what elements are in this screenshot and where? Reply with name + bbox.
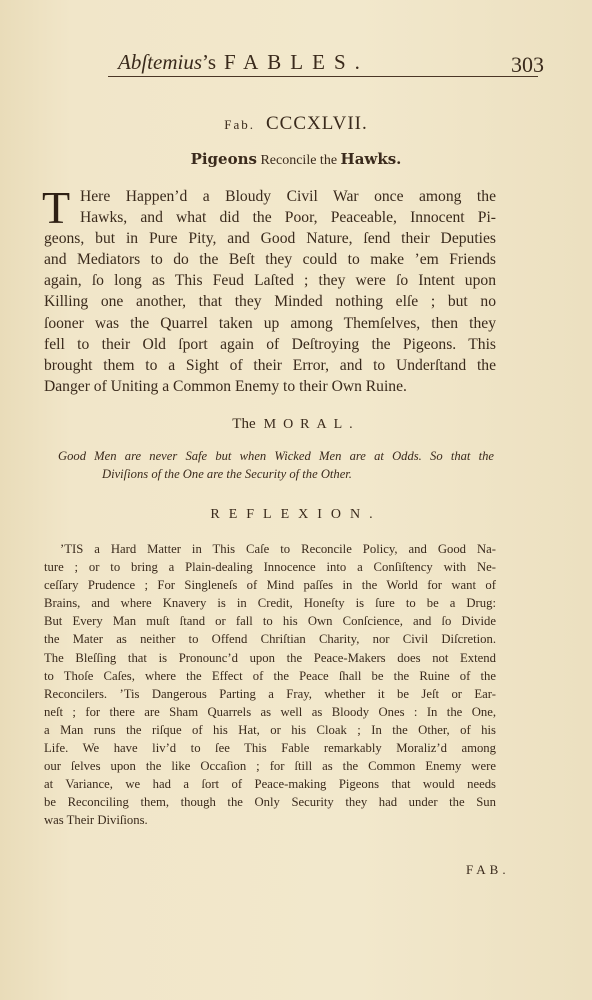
fable-title-pigeons: Pigeons	[190, 150, 257, 168]
moral-heading-word: MORAL.	[263, 417, 360, 432]
reflexion-line: to Thoſe Caſes, where the Effect of the Peace ſhall be the Ruine of the	[44, 668, 496, 683]
moral-heading-the: The	[232, 416, 256, 432]
fable-line: geons, but in Pure Pity, and Good Nature, ſend their Deputies	[44, 230, 496, 248]
reflexion-line: Life. We have liv’d to ſee This Fable remarkably Moraliz’d among	[44, 741, 496, 756]
running-title-fables: FABLES.	[224, 50, 369, 74]
fable-title-hawks: Hawks.	[340, 150, 402, 168]
reflexion-line: Reconcilers. ’Tis Dangerous Parting a Fray, whether it be Jeſt or Ear-	[44, 686, 496, 701]
reflexion-line: ture ; or to bring a Plain-dealing Innocence into a Conſiſtency with Ne-	[44, 560, 496, 575]
moral-line: Diviſions of the One are the Security of the Other.	[102, 466, 352, 481]
reflexion-line: ceſſary Prudence ; For Singleneſs of Mind paſſes in the World for want of	[44, 578, 496, 593]
reflexion-line: The Bleſſing that is Pronounc’d upon the Peace-Makers does not Extend	[44, 650, 496, 665]
running-title	[118, 50, 369, 75]
reflexion-line: our ſelves upon the like Occaſion ; for ſtill as the Common Enemy were	[44, 759, 496, 774]
reflexion-line: a Man runs the riſque of his Hat, or his Cloak ; In the Other, of his	[44, 722, 496, 737]
running-title-author: Abſtemius	[118, 50, 202, 74]
reflexion-line: was Their Diviſions.	[44, 813, 148, 828]
reflexion-line: ’TIS a Hard Matter in This Caſe to Reconcile Policy, and Good Na-	[60, 542, 496, 556]
moral-text	[58, 448, 494, 483]
catchword: FAB.	[466, 862, 510, 877]
fable-line: Here Happen’d a Bloudy Civil War once among the	[80, 188, 496, 205]
page-number: 303	[511, 52, 544, 77]
moral-heading	[0, 416, 592, 433]
drop-cap: T	[42, 182, 71, 233]
fable-line: brought them to a Sight of their Error, and to Underſtand the	[44, 356, 496, 374]
reflexion-line: But Every Man muſt ſtand or fall to his Own Conſcience, and ſo Divide	[44, 614, 496, 629]
fable-roman-number: CCCXLVII.	[266, 113, 368, 134]
fable-number	[0, 113, 592, 135]
running-head	[108, 50, 544, 77]
fable-body	[42, 182, 496, 397]
fable-line: ſooner was the Quarrel taken up among Themſelves, then they	[44, 314, 496, 332]
reflexion-line: neſt ; for there are Sham Quarrels as well as Bloody Ones : In the One,	[44, 704, 496, 719]
reflexion-line: be Reconciling them, though the Only Security they had under the Sun	[44, 795, 496, 810]
fable-line: Hawks, and what did the Poor, Peaceable, Innocent Pi-	[80, 209, 496, 227]
reflexion-line: the Mater as neither to Offend Chriſtian Charity, nor Civil Diſcretion.	[44, 632, 496, 647]
fable-line: fell to their Old ſport again of Deſtroying the Pigeons. This	[44, 335, 496, 353]
moral-line: Good Men are never Safe but when Wicked Men are at Odds. So that the	[58, 449, 494, 463]
reflexion-body	[44, 540, 496, 830]
running-title-suffix: ’s	[202, 50, 217, 74]
reflexion-heading: REFLEXION.	[210, 507, 382, 522]
fable-line: Killing one another, that they Minded nothing elſe ; but no	[44, 293, 496, 311]
fable-title-mid: Reconcile the	[260, 153, 338, 168]
reflexion-line: at Variance, we had a ſort of Peace-making Pigeons that would needs	[44, 777, 496, 792]
fable-title	[0, 150, 592, 169]
fable-line: Danger of Uniting a Common Enemy to their Own Ruine.	[44, 377, 407, 395]
reflexion-line: Brains, and where Knavery is in Credit, Honeſty is ſure to be a Drug:	[44, 596, 496, 611]
fable-line: again, ſo long as This Feud Laſted ; they were ſo Intent upon	[44, 272, 496, 290]
fable-label: Fab.	[224, 117, 255, 132]
fable-line: and Mediators to do the Beſt they could to make ’em Friends	[44, 251, 496, 269]
